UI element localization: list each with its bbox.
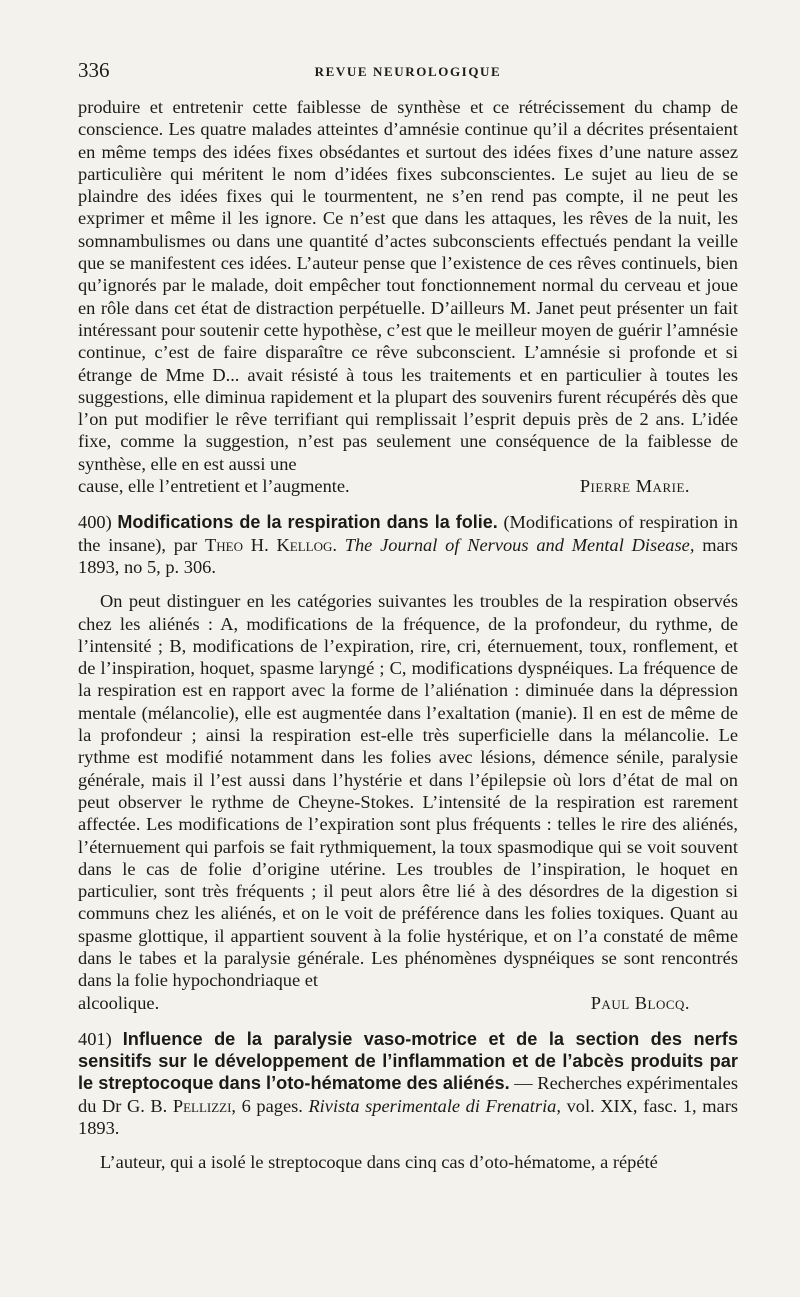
article-body [78, 96, 738, 1174]
abstract-body: L’auteur, qui a isolé le streptocoque dans cinq cas d’oto-hématome, a répété [100, 1152, 658, 1173]
abstract-dash: — [514, 1073, 533, 1094]
abstract-pages: 6 pages. [241, 1095, 303, 1116]
abstract-title: Influence de la paralysie vaso-motrice et de la section des nerfs sensitifs sur le développement de l’inflammation et de l’abcès produits par le streptocoque dans l’oto-hématome des aliénés. [78, 1028, 738, 1094]
abstract-journal: Rivista sperimentale di Frenatria, [308, 1095, 561, 1116]
abstract-author: Pellizzi, [172, 1095, 237, 1116]
author-signature: Paul Blocq. [590, 992, 690, 1013]
abstract-number: 400) [78, 512, 112, 533]
abstract-reference: (Modifications of respiration in the insane), par [78, 512, 738, 555]
abstract-body: On peut distinguer en les catégories suivantes les troubles de la respiration observés chez les aliénés : A, modifications de la fréquence, de la profondeur, du rythme, de l’intensité ; B, modifications de l’expiration, rire, cri, éternuement, toux, ronflement, et de l’inspiration, hoquet, spasme laryngé ; C, modifications dyspnéiques. La fréquence de la respiration est en rapport avec la forme de l’aliénation : diminuée dans la dépression mentale (mélancolie), elle est augmentée dans l’exaltation (manie). Il en est de même de la profondeur ; ainsi la respiration est-elle très superficielle dans la mélancolie. Le rythme est modifié notamment dans les folies avec lésions, démence sénile, paralysie générale, mais il l’est aussi dans l’hystérie et dans l’épilepsie où lors d’état de mal on peut observer le rythme de Cheyne-Stokes. L’intensité de la respiration est rarement affectée. Les modifications de l’expiration sont plus fréquents : telles le rire des aliénés, l’éternuement qui parfois se fait rythmiquement, la toux spasmodique qui se voit souvent dans le cas de folie d’origine utérine. Les troubles de l’inspiration, le hoquet en particulier, sont très fréquents ; il peut alors être lié à des désordres de la digestion si communs chez les aliénés, et on le voit de préférence dans les folies toxiques. Quant au spasme glottique, il appartient souvent à la folie hystérique, et on l’a constaté de même dans le tabes et la paralysie générale. Les phénomènes dyspnéiques se sont rencontrés dans la folie hypochondriaque et [78, 591, 738, 991]
review-continuation: produire et entretenir cette faiblesse de synthèse et ce rétrécissement du champ de conscience. Les quatre malades atteintes d’amnésie continue qu’il a décrites présentaient en même temps des idées fixes obsédantes et surtout des idées fixes d’une nature assez particulière qui méritent le nom d’idées fixes subconscientes. Le sujet au lieu de se plaindre des idées fixes qui le tourmentent, ne s’en rend pas compte, il ne peut les exprimer et même il les ignore. Ce n’est que dans les attaques, les rêves de la nuit, les somnambulismes ou dans une quantité d’actes subconscients effectués pendant la veille que se manifestent ces idées. L’auteur pense que l’existence de ces rêves continuels, bien qu’ignorés par le malade, doit empêcher tout fonctionnement normal du cerveau et joue en rôle dans cet état de distraction perpétuelle. D’ailleurs M. Janet peut présenter un fait intéressant pour soutenir cette hypothèse, c’est que le meilleur moyen de guérir l’amnésie continue, c’est de faire disparaître ce rêve subconscient. L’amnésie si profonde et si étrange de Mme D... avait résisté à tous les traitements et en particulier à toutes les suggestions, elle diminua rapidement et la plupart des souvenirs furent récupérés dès que l’on put modifier le rêve terrifiant qui remplissait l’esprit depuis près de 2 ans. L’idée fixe, comme la suggestion, n’est pas seulement une conséquence de la faiblesse de synthèse, elle en est aussi une [78, 97, 738, 474]
signature-line [78, 475, 738, 497]
abstract-heading [78, 1028, 738, 1139]
abstract-reference: Recherches expérimentales du Dr G. B. [78, 1073, 738, 1116]
abstract-number: 401) [78, 1028, 112, 1049]
journal-title: REVUE NEUROLOGIQUE [314, 64, 502, 79]
abstract-title: Modifications de la respiration dans la folie. [117, 512, 498, 533]
author-signature: Pierre Marie. [579, 476, 690, 497]
page-number: 336 [78, 58, 110, 82]
abstract-heading [78, 511, 738, 578]
abstract-400 [78, 511, 738, 1014]
abstract-401 [78, 1028, 738, 1174]
abstract-details: mars 1893, no 5, p. 306. [78, 534, 738, 577]
abstract-journal: The Journal of Nervous and Mental Disease, [344, 534, 695, 555]
abstract-last-line: alcoolique. [78, 992, 160, 1013]
review-last-line: cause, elle l’entretient et l’augmente. [78, 476, 350, 497]
abstract-author: Theo H. Kellog. [205, 534, 337, 555]
abstract-details: vol. XIX, fasc. 1, mars 1893. [78, 1095, 738, 1139]
signature-line [78, 992, 738, 1014]
running-header [78, 58, 738, 88]
